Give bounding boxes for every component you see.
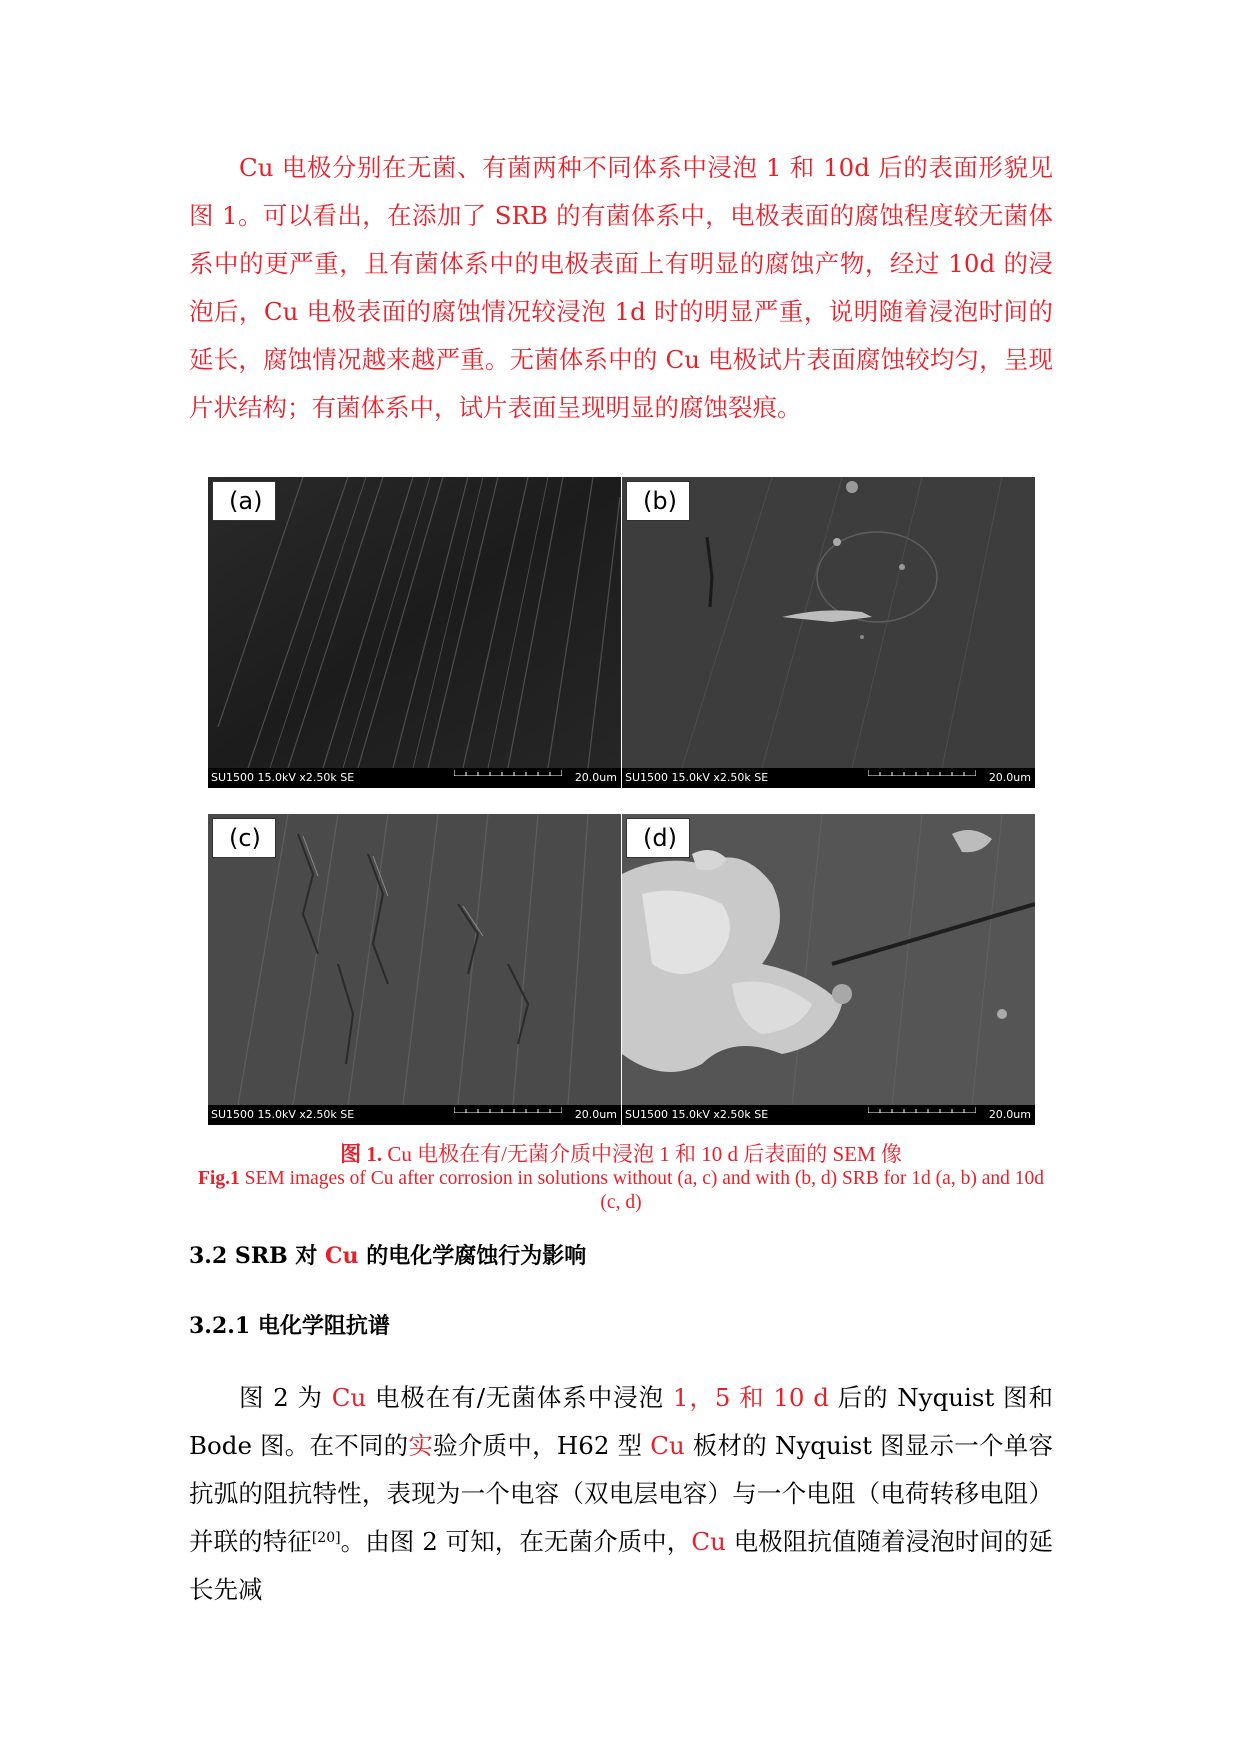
scale-bar-icon bbox=[454, 1107, 562, 1113]
section-heading-prefix: 3.2 SRB 对 bbox=[189, 1243, 326, 1269]
p2-seg: 1，5 和 10 d bbox=[672, 1383, 829, 1412]
caption-en-text: SEM images of Cu after corrosion in solutions without (a, c) and with (b, d) SRB for 1d (a, b) and 10d (c, d) bbox=[239, 1168, 1044, 1213]
sem-parameters: SU1500 15.0kV x2.50k SE bbox=[211, 1108, 355, 1121]
sem-info-bar bbox=[622, 768, 1035, 788]
p2-seg: Cu bbox=[650, 1431, 685, 1460]
paragraph-1: Cu 电极分别在无菌、有菌两种不同体系中浸泡 1 和 10d 后的表面形貌见图 1。可以看出，在添加了 SRB 的有菌体系中，电极表面的腐蚀程度较无菌体系中的更严重，且有菌体系中的电极表面上有明显的腐蚀产物，经过 10d 的浸泡后，Cu 电极表面的腐蚀情况较浸泡 1d 时的明显严重，说明随着浸泡时间的延长，腐蚀情况越来越严重。无菌体系中的 Cu 电极试片表面腐蚀较均匀，呈现片状结构；有菌体系中，试片表面呈现明显的腐蚀裂痕。 bbox=[189, 153, 1053, 422]
p2-seg: 图 2 为 bbox=[239, 1383, 332, 1412]
panel-label-c: (c) bbox=[212, 818, 276, 858]
paragraph-2 bbox=[189, 1374, 1053, 1614]
sem-info-bar bbox=[208, 768, 621, 788]
p2-seg: Cu bbox=[331, 1383, 367, 1412]
p2-seg: 电极在有/无菌体系中浸泡 bbox=[366, 1383, 673, 1412]
sem-panel-d bbox=[622, 814, 1035, 1125]
caption-cn-text: Cu 电极在有/无菌介质中浸泡 1 和 10 d 后表面的 SEM 像 bbox=[382, 1142, 902, 1166]
section-heading-suffix: 的电化学腐蚀行为影响 bbox=[358, 1243, 587, 1269]
panel-label-a: (a) bbox=[212, 481, 276, 521]
panel-label-b: (b) bbox=[626, 481, 690, 521]
scale-label: 20.0um bbox=[988, 1108, 1031, 1121]
sem-panel-c bbox=[208, 814, 621, 1125]
p2-seg: 实 bbox=[408, 1431, 434, 1460]
sem-info-bar bbox=[208, 1105, 621, 1125]
sem-figure bbox=[208, 477, 1035, 1125]
sem-info-bar bbox=[622, 1105, 1035, 1125]
scale-label: 20.0um bbox=[574, 771, 617, 784]
p2-seg: 板材的 Nyquist 图显示一个单容抗弧的阻抗特性，表现为一个电容（双电层电容）与一个电阻（电荷转移电阻）并联的特征 bbox=[189, 1431, 1054, 1556]
section-heading-highlight: Cu bbox=[325, 1243, 359, 1269]
p2-seg: 后的 Nyquist 图和 Bode 图。在不同的 bbox=[189, 1383, 1053, 1460]
scale-label: 20.0um bbox=[574, 1108, 617, 1121]
p2-seg: 。由图 2 可知，在无菌介质中， bbox=[340, 1527, 692, 1556]
subsection-heading: 3.2.1 电化学阻抗谱 bbox=[189, 1313, 390, 1339]
p2-seg: 验介质中，H62 型 bbox=[433, 1431, 651, 1460]
p2-seg: 电极阻抗值随着浸泡时间的延长先减 bbox=[189, 1527, 1054, 1604]
p2-seg: Cu bbox=[691, 1527, 726, 1556]
sem-parameters: SU1500 15.0kV x2.50k SE bbox=[211, 771, 355, 784]
figure-caption-cn bbox=[189, 1140, 1053, 1168]
sem-parameters: SU1500 15.0kV x2.50k SE bbox=[625, 771, 769, 784]
scale-label: 20.0um bbox=[988, 771, 1031, 784]
panel-label-d: (d) bbox=[626, 818, 690, 858]
caption-en-label: Fig.1 bbox=[198, 1168, 240, 1189]
sem-parameters: SU1500 15.0kV x2.50k SE bbox=[625, 1108, 769, 1121]
section-heading bbox=[189, 1242, 586, 1270]
citation-ref: [20] bbox=[311, 1530, 341, 1546]
scale-bar-icon bbox=[454, 770, 562, 776]
scale-bar-icon bbox=[868, 770, 976, 776]
sem-panel-a bbox=[208, 477, 621, 788]
scale-bar-icon bbox=[868, 1107, 976, 1113]
figure-caption-en bbox=[189, 1167, 1053, 1215]
sem-panel-b bbox=[622, 477, 1035, 788]
caption-cn-label: 图 1. bbox=[340, 1142, 383, 1166]
